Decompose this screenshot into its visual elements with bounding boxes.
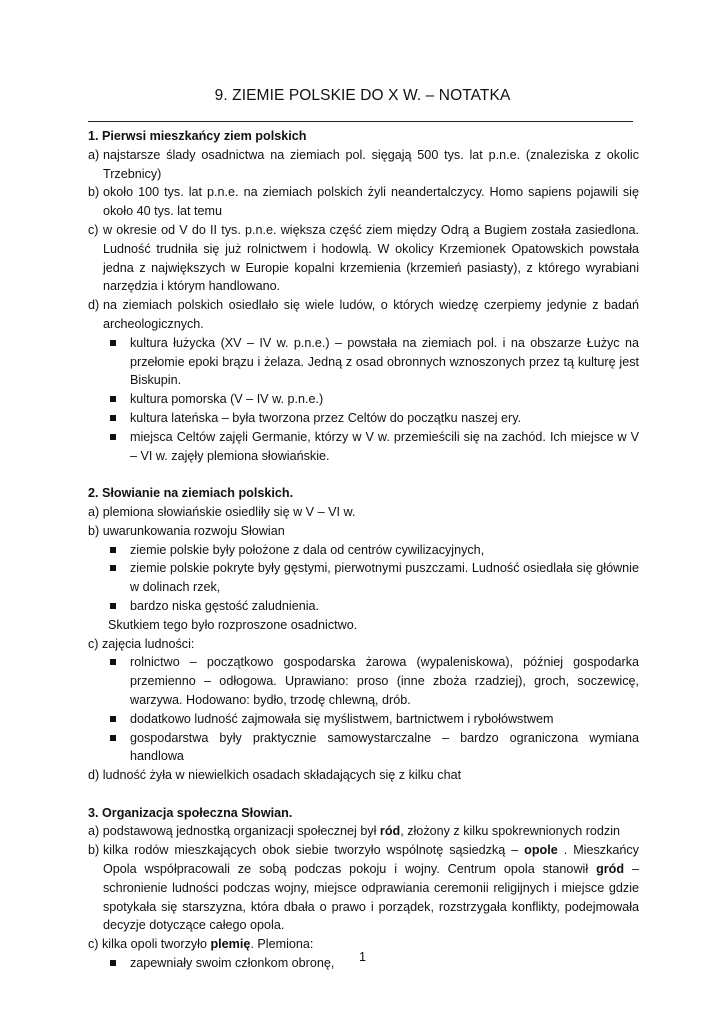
section-2-result: Skutkiem tego było rozproszone osadnictwo.: [108, 617, 358, 632]
bullet-text: dodatkowo ludność zajmowała się myślistwem, bartnictwem i rybołówstwem: [130, 711, 554, 726]
list-item: [88, 653, 639, 709]
square-bullet-icon: [110, 565, 116, 571]
item-text: a) podstawową jednostką organizacji społecznej był: [88, 824, 380, 839]
bullet-text: kultura pomorska (V – IV w. p.n.e.): [130, 392, 324, 407]
item-text: kilka rodów mieszkających obok siebie tworzyło wspólnotę sąsiedzką –: [103, 843, 525, 858]
square-bullet-icon: [110, 659, 116, 665]
item-text: około 100 tys. lat p.n.e. na ziemiach polskich żyli neandertalczycy. Homo sapiens pojawili się około 40 tys. lat temu: [103, 185, 639, 219]
term-rod: ród: [379, 824, 401, 839]
spacer: [88, 465, 639, 484]
item-text: – schronienie ludności podczas wojny, miejsce odprawiania ceremonii religijnych i miejsce gdzie spotykała się starszyzna, która dbała o prawo i porządek, rozstrzygała konflikty, podejmowała decyzje dotyczące całego opola.: [103, 862, 640, 933]
section-3-item-b: [88, 841, 639, 935]
square-bullet-icon: [110, 547, 116, 553]
list-item: [88, 597, 639, 616]
item-text: najstarsze ślady osadnictwa na ziemiach pol. sięgają 500 tys. lat p.n.e. (znaleziska z okolic Trzebnicy): [103, 147, 639, 181]
section-3-heading: 3. Organizacja społeczna Słowian.: [88, 805, 293, 820]
bullet-text: kultura łużycka (XV – IV w. p.n.e.) – powstała na ziemiach pol. i na obszarze Łużyc na przełomie epoki brązu i żelaza. Jedną z osad obronnych wznoszonych przez tą kulturę jest Biskupin.: [130, 335, 639, 388]
bullet-text: rolnictwo – początkowo gospodarska żarowa (wypaleniskowa), później gospodarka przemienno – odłogowa. Uprawiano: proso (inne zboża rzadziej), groch, soczewicę, warzywa. Hodowano: bydło, trzodę chlewną, drób.: [130, 655, 639, 707]
item-label: d): [88, 298, 100, 313]
item-label: a): [88, 147, 100, 162]
section-1-heading: 1. Pierwsi mieszkańcy ziem polskich: [88, 129, 307, 143]
bullet-text: ziemie polskie były położone z dala od centrów cywilizacyjnych,: [130, 542, 485, 557]
section-2-item-a: a) plemiona słowiańskie osiedliły się w V – VI w.: [88, 504, 356, 519]
item-label: c): [88, 222, 99, 237]
bullet-text: gospodarstwa były praktycznie samowystarczalne – bardzo ograniczona wymiana handlowa: [130, 730, 639, 764]
list-item: [88, 541, 639, 560]
term-plemie: plemię: [210, 937, 251, 952]
item-label: b): [88, 843, 100, 858]
list-item: [88, 334, 639, 390]
list-item: [88, 710, 639, 729]
section-1-item-b: [88, 183, 639, 221]
section-1-item-c: [88, 221, 639, 296]
item-text: c) kilka opoli tworzyło: [88, 937, 211, 952]
section-2-item-c: c) zajęcia ludności:: [88, 636, 195, 651]
list-item: [88, 729, 639, 767]
square-bullet-icon: [110, 396, 116, 402]
spacer: [88, 785, 639, 804]
section-2-heading: 2. Słowianie na ziemiach polskich.: [88, 486, 294, 501]
item-text: , złożony z kilku spokrewnionych rodzin: [400, 824, 621, 839]
item-text: . Plemiona:: [250, 937, 314, 952]
document-body: [88, 127, 639, 973]
list-item: [88, 428, 639, 466]
term-grod: gród: [596, 862, 625, 877]
title-underline: [88, 121, 633, 122]
bullet-text: miejsca Celtów zajęli Germanie, którzy w V w. przemieścili się na zachód. Ich miejsce w V – VI w. zajęły plemiona słowiańskie.: [130, 429, 639, 463]
square-bullet-icon: [110, 415, 116, 421]
page-title: 9. ZIEMIE POLSKIE DO X W. – NOTATKA: [214, 87, 511, 104]
list-item: [88, 409, 639, 428]
item-text: na ziemiach polskich osiedlało się wiele ludów, o których wiedzę czerpiemy jedynie z badań archeologicznych.: [103, 298, 639, 331]
square-bullet-icon: [110, 603, 116, 609]
item-label: b): [88, 185, 100, 200]
bullet-text: kultura lateńska – była tworzona przez Celtów do początku naszej ery.: [130, 410, 522, 425]
item-text: . Mieszkańcy Opola współpracowali ze sobą podczas pokoju i wojny. Centrum opola stanowił: [103, 843, 639, 877]
list-item: [88, 390, 639, 409]
square-bullet-icon: [110, 735, 116, 741]
page-number: 1: [358, 950, 366, 964]
bullet-text: bardzo niska gęstość zaludnienia.: [130, 598, 320, 613]
square-bullet-icon: [110, 716, 116, 722]
section-1-item-d: [88, 296, 639, 334]
square-bullet-icon: [110, 434, 116, 440]
square-bullet-icon: [110, 340, 116, 346]
bullet-text: zapewniały swoim członkom obronę,: [130, 956, 335, 971]
section-1-item-a: [88, 146, 639, 184]
item-text: w okresie od V do II tys. p.n.e. większa część ziem między Odrą a Bugiem została zasiedlona. Ludność trudniła się już rolnictwem i hodowlą. W okolicy Krzemionek Opatowskich powstała jedna z największych w Europie kopalni krzemienia (krzemień pasiasty), z którego wyrabiani narzędzia i którym handlowano.: [103, 222, 639, 294]
bullet-text: ziemie polskie pokryte były gęstymi, pierwotnymi puszczami. Ludność osiedlała się głównie w dolinach rzek,: [130, 561, 639, 595]
section-3-item-a: [88, 822, 639, 841]
section-2-item-b: b) uwarunkowania rozwoju Słowian: [88, 523, 285, 538]
term-opole: opole: [524, 843, 558, 858]
section-2-item-d: d) ludność żyła w niewielkich osadach składających się z kilku chat: [88, 768, 462, 783]
list-item: [88, 559, 639, 597]
